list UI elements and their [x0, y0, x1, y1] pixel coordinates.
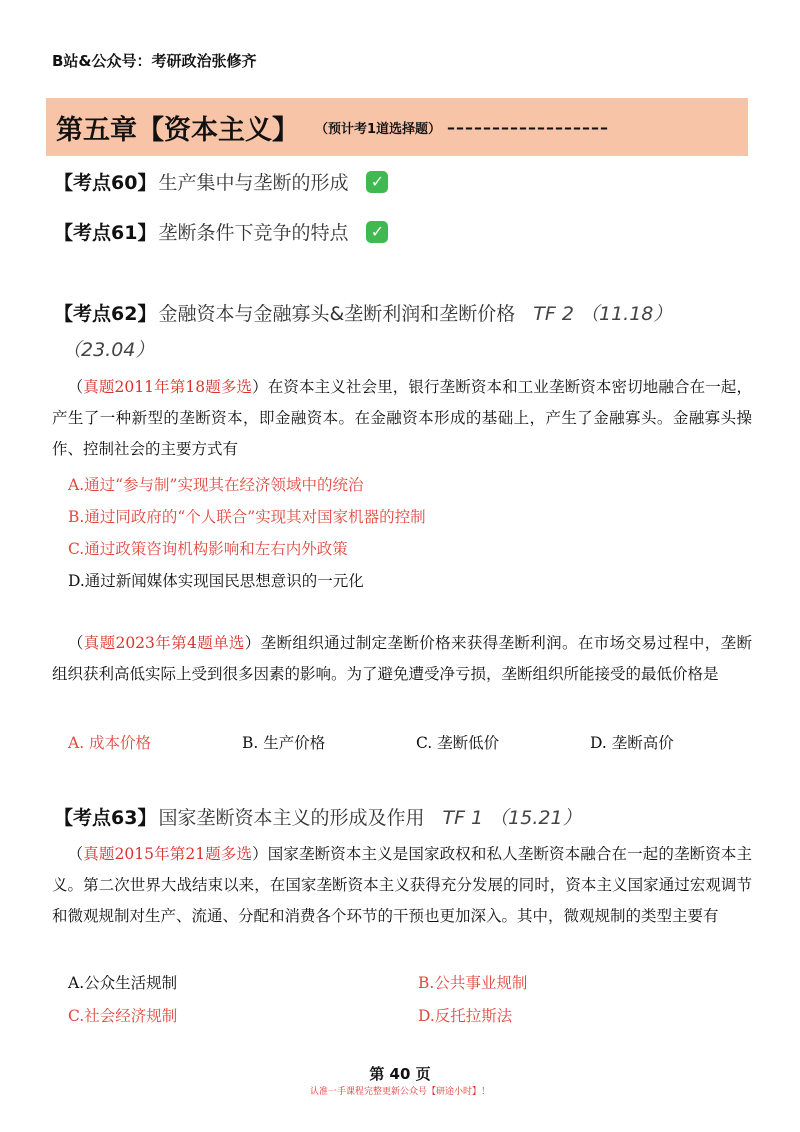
question-3-text: ）国家垄断资本主义是国家政权和私人垄断资本融合在一起的垄断资本主义。第二次世界大战结束以来，在国家垄断资本主义获得充分发展的同时，资本主义国家通过宏观调节和微观规制对生产、流通、分配和消费各个环节的干预也更加深入。其中，微观规制的类型主要有: [52, 845, 752, 925]
question-2-option-a: A. 成本价格: [68, 734, 152, 752]
chapter-title: 第五章【资本主义】: [56, 114, 299, 146]
question-2-source: 真题2023年第4题单选: [83, 634, 245, 652]
kaodian-61: [54, 218, 388, 245]
question-3-option-a: A.公众生活规制: [68, 974, 178, 992]
chapter-banner: [46, 98, 748, 156]
header-brand: B站&公众号：考研政治张修齐: [52, 52, 257, 70]
kaodian-62-title: 金融资本与金融寡头&垄断利润和垄断价格: [158, 303, 516, 325]
chapter-dash-rule: ––––––––––––––––––: [447, 117, 610, 137]
kaodian-63-frequency: TF 1 （15.21）: [442, 807, 582, 829]
question-3-option-b: B.公共事业规制: [418, 974, 528, 992]
question-1-text: ）在资本主义社会里，银行垄断资本和工业垄断资本密切地融合在一起，产生了一种新型的垄断资本，即金融资本。在金融资本形成的基础上，产生了金融寡头。金融寡头操作、控制社会的主要方式有: [52, 378, 752, 458]
question-2-text: ）垄断组织通过制定垄断价格来获得垄断利润。在市场交易过程中，垄断组织获利高低实际上受到很多因素的影响。为了避免遭受净亏损，垄断组织所能接受的最低价格是: [52, 634, 752, 683]
question-2-option-b: B. 生产价格: [242, 734, 326, 752]
kaodian-62-frequency: TF 2 （11.18）: [533, 303, 673, 325]
question-3-option-c: C.社会经济规制: [68, 1007, 178, 1025]
question-2-option-d: D. 垄断高价: [590, 734, 674, 752]
kaodian-62: [54, 299, 672, 326]
kaodian-60-tag: 【考点60】: [54, 172, 157, 194]
kaodian-61-title: 垄断条件下竞争的特点: [158, 222, 349, 244]
kaodian-60-title: 生产集中与垄断的形成: [158, 172, 349, 194]
question-3-stem: （真题2015年第21题多选）国家垄断资本主义是国家政权和私人垄断资本融合在一起的垄断资本主义。第二次世界大战结束以来，在国家垄断资本主义获得充分发展的同时，资本主义国家通过宏观调节和微观规制对生产、流通、分配和消费各个环节的干预也更加深入。其中，微观规制的类型主要有: [52, 845, 752, 925]
question-3-option-d: D.反托拉斯法: [418, 1007, 513, 1025]
kaodian-61-tag: 【考点61】: [54, 222, 157, 244]
question-1-option-b: B.通过同政府的“个人联合”实现其对国家机器的控制: [68, 508, 426, 526]
question-1-source: 真题2011年第18题多选: [83, 378, 253, 396]
question-2-stem: （真题2023年第4题单选）垄断组织通过制定垄断价格来获得垄断利润。在市场交易过程中，垄断组织获利高低实际上受到很多因素的影响。为了避免遭受净亏损，垄断组织所能接受的最低价格是: [52, 634, 752, 683]
question-2-option-c: C. 垄断低价: [416, 734, 500, 752]
question-1-stem: （真题2011年第18题多选）在资本主义社会里，银行垄断资本和工业垄断资本密切地融合在一起，产生了一种新型的垄断资本，即金融资本。在金融资本形成的基础上，产生了金融寡头。金融寡头操作、控制社会的主要方式有: [52, 378, 752, 458]
kaodian-62-tag: 【考点62】: [54, 303, 157, 325]
checkmark-icon: ✓: [366, 171, 388, 193]
question-3-source: 真题2015年第21题多选: [83, 845, 253, 863]
kaodian-63: [54, 803, 582, 830]
question-1-option-c: C.通过政策咨询机构影响和左右内外政策: [68, 540, 348, 558]
checkmark-icon: ✓: [366, 221, 388, 243]
chapter-note: （预计考1道选择题）: [315, 121, 442, 137]
question-1-option-a: A.通过“参与制”实现其在经济领域中的统治: [68, 476, 364, 494]
question-1-option-d: D.通过新闻媒体实现国民思想意识的一元化: [68, 572, 364, 590]
kaodian-63-tag: 【考点63】: [54, 807, 157, 829]
kaodian-63-title: 国家垄断资本主义的形成及作用: [158, 807, 425, 829]
kaodian-62-frequency-cont: （23.04）: [62, 339, 155, 361]
page-number: 第 40 页: [369, 1065, 431, 1083]
footer-note: 认准一手课程完整更新公众号【研途小时】！: [309, 1087, 490, 1097]
kaodian-60: [54, 168, 388, 195]
